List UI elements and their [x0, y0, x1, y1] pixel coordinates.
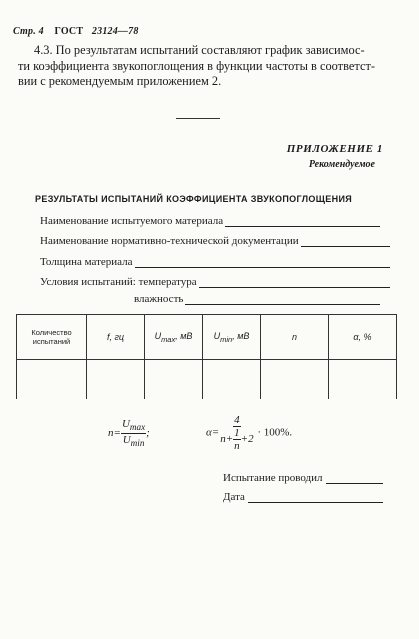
field-label: Условия испытаний: температура	[40, 276, 197, 288]
subscript: max	[129, 422, 146, 433]
column-header-umax	[145, 315, 203, 360]
appendix-title: ПРИЛОЖЕНИЕ 1	[286, 143, 383, 155]
denominator-part: n+	[220, 433, 234, 446]
section-title: РЕЗУЛЬТАТЫ ИСПЫТАНИЙ КОЭФФИЦИЕНТА ЗВУКОПОГЛОЩЕНИЯ	[35, 194, 353, 204]
field-label: влажность	[134, 293, 184, 305]
column-header-frequency: f, гц	[87, 315, 145, 360]
formula-lhs: α=	[206, 426, 220, 439]
inner-denominator: n	[234, 440, 240, 452]
fill-line[interactable]	[248, 492, 383, 503]
field-label: Испытание проводил	[223, 472, 323, 484]
temperature-field[interactable]	[40, 276, 390, 288]
paragraph-line: ти коэффициента звукопоглощения в функции частоты в соответст-	[18, 58, 375, 73]
fraction-denominator	[122, 434, 146, 449]
table-cell[interactable]	[87, 360, 145, 400]
paragraph-4-3	[18, 43, 394, 90]
table-cell[interactable]	[329, 360, 397, 400]
field-label: Наименование испытуемого материала	[40, 215, 224, 227]
formula-fraction	[121, 418, 146, 449]
standard-number: 23124—78	[91, 26, 139, 37]
formula-alpha	[206, 414, 292, 452]
denominator-part: +2	[240, 433, 254, 446]
fill-line[interactable]	[135, 257, 390, 268]
column-header-alpha: α, %	[329, 315, 397, 360]
results-table	[16, 314, 397, 399]
header-symbol: U	[213, 330, 221, 341]
table-cell[interactable]	[261, 360, 329, 400]
inner-numerator: 1	[234, 427, 240, 439]
standard-label: ГОСТ	[54, 26, 84, 37]
paragraph-line: вии с рекомендуемым приложением 2.	[18, 74, 222, 88]
header-unit: , мВ	[232, 330, 250, 341]
formula-lhs: n=	[108, 427, 121, 440]
fill-line[interactable]	[301, 236, 390, 247]
fill-line[interactable]	[199, 277, 390, 288]
header-symbol: U	[154, 330, 162, 341]
humidity-field[interactable]	[134, 293, 380, 305]
page-header	[13, 26, 139, 37]
header-subscript: min	[220, 334, 233, 344]
header-unit: , мВ	[175, 330, 193, 341]
documentation-field[interactable]	[40, 235, 390, 247]
column-header-umin	[203, 315, 261, 360]
symbol: U	[122, 434, 131, 447]
fill-line[interactable]	[185, 294, 380, 305]
field-label: Дата	[223, 491, 245, 503]
inner-fraction	[233, 427, 241, 452]
formula-tail: ;	[146, 427, 150, 440]
fraction-numerator: 4	[234, 414, 240, 426]
tested-by-field[interactable]	[223, 472, 383, 484]
table-cell[interactable]	[203, 360, 261, 400]
table-header-row	[17, 315, 397, 360]
paragraph-line: 4.3. По результатам испытаний составляют график зависимос-	[34, 43, 365, 57]
formula-n	[108, 418, 150, 449]
material-name-field[interactable]	[40, 215, 380, 227]
header-subscript: max	[161, 334, 176, 344]
formula-tail: · 100%.	[257, 426, 293, 439]
fill-line[interactable]	[225, 216, 380, 227]
column-header-tests-count: Количество испытаний	[17, 315, 87, 360]
date-field[interactable]	[223, 491, 383, 503]
column-header-n: n	[261, 315, 329, 360]
table-cell[interactable]	[17, 360, 87, 400]
appendix-subtitle: Рекомендуемое	[308, 159, 375, 170]
table-row	[17, 360, 397, 400]
fraction-denominator	[219, 427, 254, 452]
page-number: Стр. 4	[13, 26, 44, 37]
fill-line[interactable]	[326, 473, 384, 484]
fraction-numerator	[121, 418, 146, 434]
section-separator	[176, 118, 220, 119]
symbol: U	[121, 418, 130, 430]
thickness-field[interactable]	[40, 256, 390, 268]
subscript: min	[130, 438, 145, 449]
field-label: Толщина материала	[40, 256, 133, 268]
field-label: Наименование нормативно-технической документации	[40, 235, 299, 247]
formula-fraction	[219, 414, 254, 452]
table-cell[interactable]	[145, 360, 203, 400]
